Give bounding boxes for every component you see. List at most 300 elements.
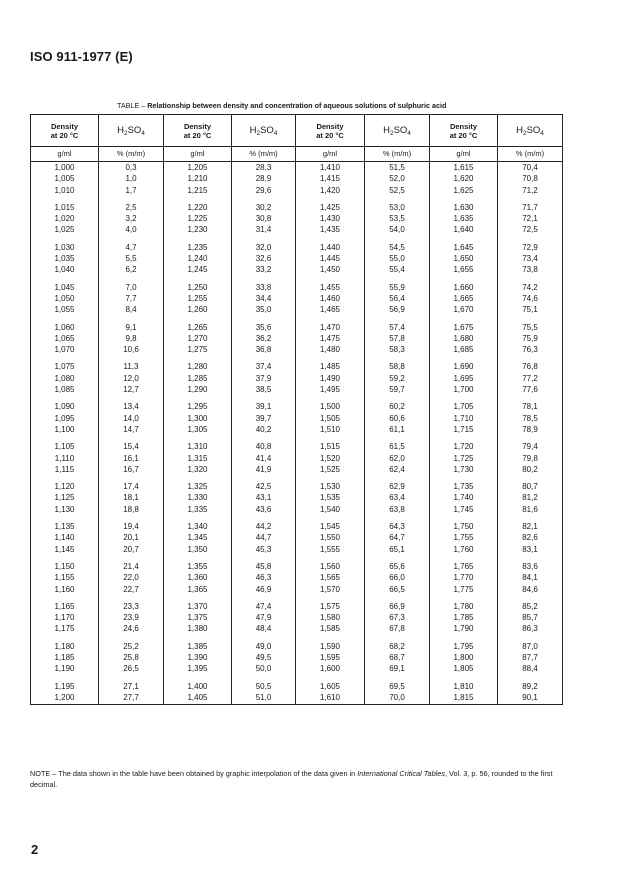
concentration-cell: 59,2 xyxy=(365,373,430,384)
concentration-cell: 65,6 xyxy=(365,555,430,572)
concentration-cell: 9,8 xyxy=(99,333,164,344)
concentration-cell: 36,2 xyxy=(232,333,296,344)
concentration-cell: 75,1 xyxy=(498,304,563,315)
table-row xyxy=(31,293,563,304)
concentration-cell: 74,6 xyxy=(498,293,563,304)
concentration-cell: 72,5 xyxy=(498,224,563,235)
concentration-cell: 40,8 xyxy=(232,435,296,452)
concentration-cell: 62,0 xyxy=(365,453,430,464)
concentration-cell: 64,3 xyxy=(365,515,430,532)
density-cell: 1,075 xyxy=(31,355,99,372)
concentration-cell: 48,4 xyxy=(232,623,296,634)
density-cell: 1,240 xyxy=(164,253,232,264)
density-cell: 1,430 xyxy=(296,213,365,224)
concentration-cell: 75,5 xyxy=(498,316,563,333)
unit-row xyxy=(31,147,563,162)
density-cell: 1,210 xyxy=(164,173,232,184)
concentration-cell: 74,2 xyxy=(498,276,563,293)
concentration-cell: 89,2 xyxy=(498,675,563,692)
density-cell: 1,325 xyxy=(164,475,232,492)
concentration-cell: 60,6 xyxy=(365,413,430,424)
density-cell: 1,690 xyxy=(430,355,498,372)
concentration-cell: 84,1 xyxy=(498,572,563,583)
concentration-cell: 44,7 xyxy=(232,532,296,543)
concentration-cell: 14,0 xyxy=(99,413,164,424)
density-cell: 1,280 xyxy=(164,355,232,372)
concentration-cell: 56,4 xyxy=(365,293,430,304)
concentration-cell: 58,3 xyxy=(365,344,430,355)
table-body xyxy=(31,162,563,705)
concentration-cell: 72,9 xyxy=(498,236,563,253)
density-cell: 1,795 xyxy=(430,635,498,652)
concentration-cell: 20,1 xyxy=(99,532,164,543)
concentration-cell: 55,4 xyxy=(365,264,430,275)
density-cell: 1,440 xyxy=(296,236,365,253)
concentration-cell: 2,5 xyxy=(99,196,164,213)
density-cell: 1,215 xyxy=(164,185,232,196)
caption-prefix: TABLE – xyxy=(117,101,148,110)
table-row xyxy=(31,264,563,275)
concentration-cell: 25,2 xyxy=(99,635,164,652)
density-cell: 1,670 xyxy=(430,304,498,315)
density-cell: 1,110 xyxy=(31,453,99,464)
density-cell: 1,770 xyxy=(430,572,498,583)
concentration-cell: 9,1 xyxy=(99,316,164,333)
density-cell: 1,150 xyxy=(31,555,99,572)
caption-title: Relationship between density and concentration of aqueous solutions of sulphuric acid xyxy=(147,101,447,110)
density-cell: 1,660 xyxy=(430,276,498,293)
density-cell: 1,420 xyxy=(296,185,365,196)
density-cell: 1,585 xyxy=(296,623,365,634)
acid-header: $H_2SO_4$ xyxy=(99,115,164,147)
density-cell: 1,695 xyxy=(430,373,498,384)
concentration-cell: 50,0 xyxy=(232,663,296,674)
concentration-cell: 60,2 xyxy=(365,395,430,412)
concentration-cell: 68,7 xyxy=(365,652,430,663)
density-cell: 1,485 xyxy=(296,355,365,372)
density-cell: 1,650 xyxy=(430,253,498,264)
density-cell: 1,260 xyxy=(164,304,232,315)
table-row xyxy=(31,515,563,532)
density-cell: 1,815 xyxy=(430,692,498,705)
concentration-cell: 87,0 xyxy=(498,635,563,652)
density-cell: 1,370 xyxy=(164,595,232,612)
concentration-cell: 41,4 xyxy=(232,453,296,464)
concentration-cell: 44,2 xyxy=(232,515,296,532)
density-cell: 1,410 xyxy=(296,162,365,174)
density-cell: 1,235 xyxy=(164,236,232,253)
table-row xyxy=(31,253,563,264)
density-cell: 1,105 xyxy=(31,435,99,452)
concentration-cell: 83,1 xyxy=(498,544,563,555)
table-row xyxy=(31,333,563,344)
acid-header: $H_2SO_4$ xyxy=(365,115,430,147)
density-cell: 1,190 xyxy=(31,663,99,674)
table-row xyxy=(31,316,563,333)
density-cell: 1,475 xyxy=(296,333,365,344)
note-source: International Critical Tables xyxy=(357,769,445,778)
density-cell: 1,290 xyxy=(164,384,232,395)
density-cell: 1,495 xyxy=(296,384,365,395)
density-cell: 1,450 xyxy=(296,264,365,275)
density-cell: 1,060 xyxy=(31,316,99,333)
density-cell: 1,625 xyxy=(430,185,498,196)
concentration-cell: 33,8 xyxy=(232,276,296,293)
concentration-cell: 37,4 xyxy=(232,355,296,372)
concentration-cell: 81,6 xyxy=(498,504,563,515)
density-cell: 1,355 xyxy=(164,555,232,572)
concentration-cell: 34,4 xyxy=(232,293,296,304)
table-row xyxy=(31,355,563,372)
table-row xyxy=(31,595,563,612)
concentration-cell: 69,1 xyxy=(365,663,430,674)
density-cell: 1,400 xyxy=(164,675,232,692)
density-cell: 1,230 xyxy=(164,224,232,235)
density-cell: 1,270 xyxy=(164,333,232,344)
note-suffix: , Vol. 3, p. 56, rounded to the first decimal. xyxy=(30,769,553,789)
table-row xyxy=(31,652,563,663)
table-row xyxy=(31,435,563,452)
unit-conc: % (m/m) xyxy=(498,147,563,162)
density-cell: 1,085 xyxy=(31,384,99,395)
density-cell: 1,630 xyxy=(430,196,498,213)
concentration-cell: 54,5 xyxy=(365,236,430,253)
concentration-cell: 0,3 xyxy=(99,162,164,174)
concentration-cell: 22,0 xyxy=(99,572,164,583)
density-cell: 1,125 xyxy=(31,492,99,503)
concentration-cell: 21,4 xyxy=(99,555,164,572)
concentration-cell: 23,3 xyxy=(99,595,164,612)
concentration-cell: 16,7 xyxy=(99,464,164,475)
density-cell: 1,220 xyxy=(164,196,232,213)
concentration-cell: 3,2 xyxy=(99,213,164,224)
concentration-cell: 18,1 xyxy=(99,492,164,503)
concentration-cell: 24,6 xyxy=(99,623,164,634)
concentration-cell: 59,7 xyxy=(365,384,430,395)
density-cell: 1,310 xyxy=(164,435,232,452)
table-row xyxy=(31,373,563,384)
density-cell: 1,685 xyxy=(430,344,498,355)
density-cell: 1,715 xyxy=(430,424,498,435)
density-cell: 1,065 xyxy=(31,333,99,344)
note-prefix: NOTE – The data shown in the table have been obtained by graphic interpolation of the data given in xyxy=(30,769,358,778)
concentration-cell: 36,8 xyxy=(232,344,296,355)
density-cell: 1,380 xyxy=(164,623,232,634)
density-cell: 1,470 xyxy=(296,316,365,333)
document-id: ISO 911-1977 (E) xyxy=(30,49,133,64)
density-cell: 1,575 xyxy=(296,595,365,612)
concentration-cell: 29,6 xyxy=(232,185,296,196)
concentration-cell: 66,5 xyxy=(365,584,430,595)
density-cell: 1,775 xyxy=(430,584,498,595)
table-row xyxy=(31,236,563,253)
density-cell: 1,140 xyxy=(31,532,99,543)
concentration-cell: 71,7 xyxy=(498,196,563,213)
density-cell: 1,530 xyxy=(296,475,365,492)
density-cell: 1,130 xyxy=(31,504,99,515)
density-cell: 1,500 xyxy=(296,395,365,412)
density-cell: 1,710 xyxy=(430,413,498,424)
concentration-cell: 12,7 xyxy=(99,384,164,395)
density-cell: 1,610 xyxy=(296,692,365,705)
unit-density: g/ml xyxy=(31,147,99,162)
concentration-cell: 30,2 xyxy=(232,196,296,213)
table-row xyxy=(31,344,563,355)
density-cell: 1,615 xyxy=(430,162,498,174)
density-cell: 1,640 xyxy=(430,224,498,235)
concentration-cell: 84,6 xyxy=(498,584,563,595)
density-cell: 1,350 xyxy=(164,544,232,555)
concentration-cell: 13,4 xyxy=(99,395,164,412)
concentration-cell: 20,7 xyxy=(99,544,164,555)
concentration-cell: 14,7 xyxy=(99,424,164,435)
concentration-cell: 39,1 xyxy=(232,395,296,412)
density-cell: 1,605 xyxy=(296,675,365,692)
concentration-cell: 68,2 xyxy=(365,635,430,652)
concentration-cell: 55,9 xyxy=(365,276,430,293)
concentration-cell: 8,4 xyxy=(99,304,164,315)
concentration-cell: 42,5 xyxy=(232,475,296,492)
page-number: 2 xyxy=(31,842,39,857)
table-row xyxy=(31,572,563,583)
concentration-cell: 33,2 xyxy=(232,264,296,275)
concentration-cell: 10,6 xyxy=(99,344,164,355)
density-cell: 1,375 xyxy=(164,612,232,623)
density-cell: 1,345 xyxy=(164,532,232,543)
density-cell: 1,045 xyxy=(31,276,99,293)
concentration-cell: 19,4 xyxy=(99,515,164,532)
table-row xyxy=(31,555,563,572)
density-cell: 1,545 xyxy=(296,515,365,532)
density-cell: 1,360 xyxy=(164,572,232,583)
table-row xyxy=(31,224,563,235)
density-cell: 1,120 xyxy=(31,475,99,492)
density-cell: 1,520 xyxy=(296,453,365,464)
table-row xyxy=(31,464,563,475)
concentration-cell: 46,9 xyxy=(232,584,296,595)
table-row xyxy=(31,475,563,492)
concentration-cell: 26,5 xyxy=(99,663,164,674)
concentration-cell: 77,6 xyxy=(498,384,563,395)
density-cell: 1,510 xyxy=(296,424,365,435)
density-cell: 1,320 xyxy=(164,464,232,475)
density-cell: 1,250 xyxy=(164,276,232,293)
concentration-cell: 75,9 xyxy=(498,333,563,344)
concentration-cell: 63,4 xyxy=(365,492,430,503)
concentration-cell: 41,9 xyxy=(232,464,296,475)
density-cell: 1,285 xyxy=(164,373,232,384)
density-cell: 1,555 xyxy=(296,544,365,555)
concentration-cell: 31,4 xyxy=(232,224,296,235)
density-cell: 1,780 xyxy=(430,595,498,612)
concentration-cell: 23,9 xyxy=(99,612,164,623)
density-cell: 1,460 xyxy=(296,293,365,304)
concentration-cell: 27,7 xyxy=(99,692,164,705)
concentration-cell: 4,7 xyxy=(99,236,164,253)
concentration-cell: 47,4 xyxy=(232,595,296,612)
table-row xyxy=(31,623,563,634)
density-cell: 1,745 xyxy=(430,504,498,515)
concentration-cell: 52,0 xyxy=(365,173,430,184)
density-cell: 1,735 xyxy=(430,475,498,492)
concentration-cell: 50,5 xyxy=(232,675,296,692)
density-cell: 1,145 xyxy=(31,544,99,555)
table-row xyxy=(31,544,563,555)
density-cell: 1,425 xyxy=(296,196,365,213)
density-cell: 1,025 xyxy=(31,224,99,235)
concentration-cell: 73,8 xyxy=(498,264,563,275)
concentration-cell: 88,4 xyxy=(498,663,563,674)
density-cell: 1,225 xyxy=(164,213,232,224)
concentration-cell: 43,1 xyxy=(232,492,296,503)
acid-header: $H_2SO_4$ xyxy=(232,115,296,147)
density-cell: 1,275 xyxy=(164,344,232,355)
table-row xyxy=(31,612,563,623)
table-row xyxy=(31,692,563,705)
table-row xyxy=(31,413,563,424)
density-cell: 1,315 xyxy=(164,453,232,464)
density-cell: 1,800 xyxy=(430,652,498,663)
density-cell: 1,765 xyxy=(430,555,498,572)
density-cell: 1,405 xyxy=(164,692,232,705)
concentration-cell: 62,4 xyxy=(365,464,430,475)
table-row xyxy=(31,504,563,515)
table-row xyxy=(31,584,563,595)
concentration-cell: 25,8 xyxy=(99,652,164,663)
density-cell: 1,705 xyxy=(430,395,498,412)
density-cell: 1,160 xyxy=(31,584,99,595)
concentration-cell: 65,1 xyxy=(365,544,430,555)
density-cell: 1,255 xyxy=(164,293,232,304)
density-cell: 1,080 xyxy=(31,373,99,384)
density-cell: 1,445 xyxy=(296,253,365,264)
density-cell: 1,790 xyxy=(430,623,498,634)
concentration-cell: 62,9 xyxy=(365,475,430,492)
density-cell: 1,720 xyxy=(430,435,498,452)
density-concentration-table xyxy=(30,114,563,705)
density-cell: 1,810 xyxy=(430,675,498,692)
table-row xyxy=(31,675,563,692)
density-cell: 1,635 xyxy=(430,213,498,224)
concentration-cell: 79,4 xyxy=(498,435,563,452)
concentration-cell: 47,9 xyxy=(232,612,296,623)
density-cell: 1,785 xyxy=(430,612,498,623)
concentration-cell: 70,0 xyxy=(365,692,430,705)
density-cell: 1,680 xyxy=(430,333,498,344)
concentration-cell: 61,5 xyxy=(365,435,430,452)
table-row xyxy=(31,453,563,464)
density-cell: 1,665 xyxy=(430,293,498,304)
density-cell: 1,480 xyxy=(296,344,365,355)
density-cell: 1,490 xyxy=(296,373,365,384)
concentration-cell: 32,6 xyxy=(232,253,296,264)
table-row xyxy=(31,384,563,395)
density-cell: 1,725 xyxy=(430,453,498,464)
density-cell: 1,175 xyxy=(31,623,99,634)
concentration-cell: 72,1 xyxy=(498,213,563,224)
density-cell: 1,155 xyxy=(31,572,99,583)
density-cell: 1,205 xyxy=(164,162,232,174)
density-cell: 1,415 xyxy=(296,173,365,184)
density-cell: 1,070 xyxy=(31,344,99,355)
concentration-cell: 6,2 xyxy=(99,264,164,275)
concentration-cell: 49,0 xyxy=(232,635,296,652)
concentration-cell: 54,0 xyxy=(365,224,430,235)
density-cell: 1,505 xyxy=(296,413,365,424)
concentration-cell: 45,3 xyxy=(232,544,296,555)
concentration-cell: 18,8 xyxy=(99,504,164,515)
concentration-cell: 49,5 xyxy=(232,652,296,663)
density-cell: 1,550 xyxy=(296,532,365,543)
density-header: Density at 20 °C xyxy=(31,115,99,147)
concentration-cell: 90,1 xyxy=(498,692,563,705)
density-cell: 1,170 xyxy=(31,612,99,623)
concentration-cell: 70,4 xyxy=(498,162,563,174)
density-cell: 1,590 xyxy=(296,635,365,652)
table-row xyxy=(31,196,563,213)
density-cell: 1,100 xyxy=(31,424,99,435)
concentration-cell: 78,5 xyxy=(498,413,563,424)
table-row xyxy=(31,532,563,543)
concentration-cell: 67,8 xyxy=(365,623,430,634)
concentration-cell: 69,5 xyxy=(365,675,430,692)
concentration-cell: 12,0 xyxy=(99,373,164,384)
concentration-cell: 71,2 xyxy=(498,185,563,196)
concentration-cell: 35,0 xyxy=(232,304,296,315)
density-cell: 1,540 xyxy=(296,504,365,515)
concentration-cell: 32,0 xyxy=(232,236,296,253)
concentration-cell: 16,1 xyxy=(99,453,164,464)
header-row xyxy=(31,115,563,147)
concentration-cell: 66,9 xyxy=(365,595,430,612)
concentration-cell: 46,3 xyxy=(232,572,296,583)
concentration-cell: 66,0 xyxy=(365,572,430,583)
density-cell: 1,040 xyxy=(31,264,99,275)
density-cell: 1,755 xyxy=(430,532,498,543)
density-cell: 1,050 xyxy=(31,293,99,304)
density-cell: 1,340 xyxy=(164,515,232,532)
density-cell: 1,200 xyxy=(31,692,99,705)
concentration-cell: 22,7 xyxy=(99,584,164,595)
unit-density: g/ml xyxy=(164,147,232,162)
concentration-cell: 63,8 xyxy=(365,504,430,515)
density-cell: 1,700 xyxy=(430,384,498,395)
table-row xyxy=(31,424,563,435)
density-cell: 1,295 xyxy=(164,395,232,412)
concentration-cell: 79,8 xyxy=(498,453,563,464)
concentration-cell: 82,1 xyxy=(498,515,563,532)
concentration-cell: 64,7 xyxy=(365,532,430,543)
density-header: Density at 20 °C xyxy=(430,115,498,147)
density-cell: 1,560 xyxy=(296,555,365,572)
density-cell: 1,055 xyxy=(31,304,99,315)
density-cell: 1,565 xyxy=(296,572,365,583)
density-header: Density at 20 °C xyxy=(296,115,365,147)
density-cell: 1,135 xyxy=(31,515,99,532)
concentration-cell: 57,4 xyxy=(365,316,430,333)
concentration-cell: 15,4 xyxy=(99,435,164,452)
density-cell: 1,515 xyxy=(296,435,365,452)
density-cell: 1,335 xyxy=(164,504,232,515)
concentration-cell: 76,3 xyxy=(498,344,563,355)
density-cell: 1,115 xyxy=(31,464,99,475)
density-cell: 1,195 xyxy=(31,675,99,692)
concentration-cell: 51,5 xyxy=(365,162,430,174)
concentration-cell: 87,7 xyxy=(498,652,563,663)
density-cell: 1,435 xyxy=(296,224,365,235)
unit-conc: % (m/m) xyxy=(99,147,164,162)
concentration-cell: 85,7 xyxy=(498,612,563,623)
